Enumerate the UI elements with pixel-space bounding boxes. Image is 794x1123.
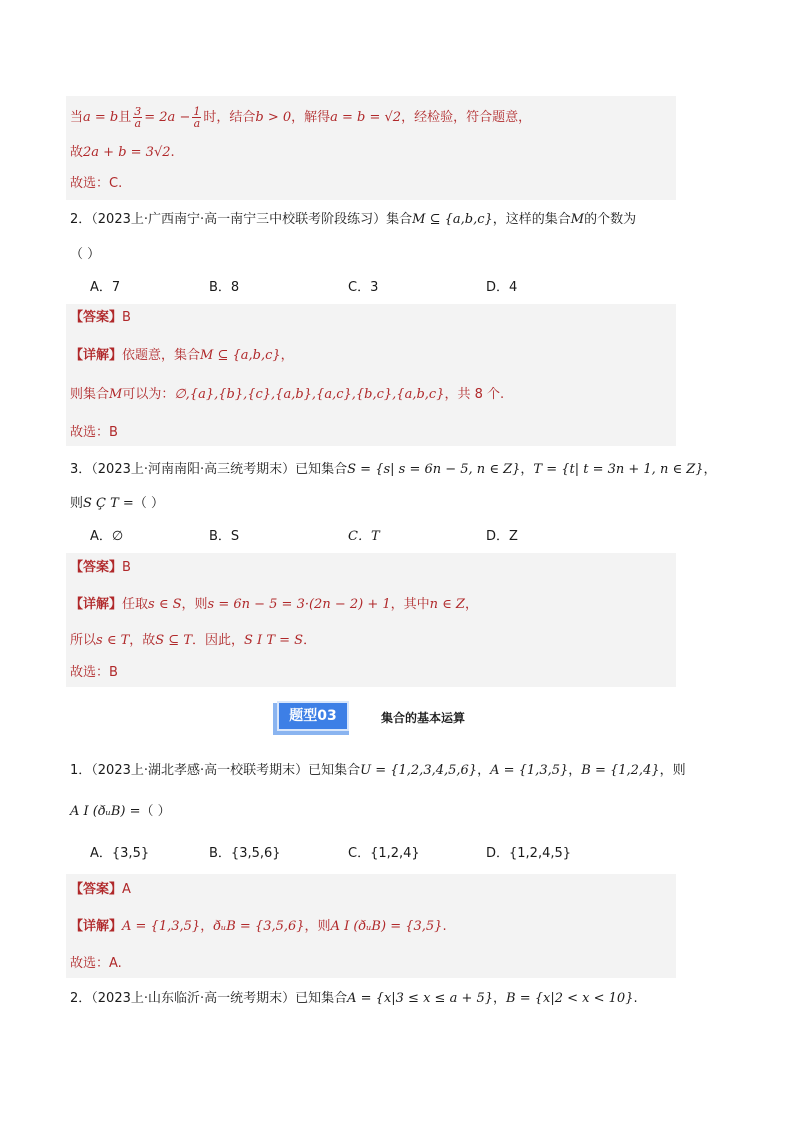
choice-line: 故选：B xyxy=(70,425,118,440)
question-stem: 2．（2023上·广西南宁·高一南宁三中校联考阶段练习）集合M ⊆ {a,b,c}，这样的集合M的个数为 xyxy=(70,212,637,227)
answer-line: 【答案】B xyxy=(70,560,131,575)
choice-line: 故选：C. xyxy=(70,176,123,191)
question-stem: 2．（2023上·山东临沂·高一统考期末）已知集合A = {x|3 ≤ x ≤ a + 5}，B = {x|2 < x < 10}. xyxy=(70,991,638,1006)
option-d: D．4 xyxy=(486,280,518,295)
fraction: $\frac{3}{a}$ xyxy=(134,105,142,130)
option-d: D．{1,2,4,5} xyxy=(486,846,572,861)
option-a: A．{3,5} xyxy=(90,846,150,861)
option-d: D．Z xyxy=(486,529,518,544)
answer-line: 【答案】B xyxy=(70,310,131,325)
question-line: 则S Ç T =（ ） xyxy=(70,496,164,511)
detail-line: 所以s ∈ T，故S ⊆ T．因此，S I T = S． xyxy=(70,633,317,648)
question-paren: （ ） xyxy=(70,247,101,262)
option-b: B．{3,5,6} xyxy=(209,846,281,861)
section-header xyxy=(273,701,483,735)
question-stem: 3．（2023上·河南南阳·高三统考期末）已知集合S = {s| s = 6n − 5, n ∈ Z}，T = {t| t = 3n + 1, n ∈ Z}， xyxy=(70,462,717,477)
choice-line: 故选：B xyxy=(70,665,118,680)
section-badge: 题型03 xyxy=(277,701,349,731)
fraction: $\frac{1}{a}$ xyxy=(193,105,201,130)
option-c: C．T xyxy=(348,529,380,544)
solution-line: 故2a + b = 3√2. xyxy=(70,145,175,160)
solution-line: 当a = b且 $\frac{3}{a}$ = 2a − $\frac{1}{a}$ 时，结合b > 0，解得a = b = √2，经检验，符合题意， xyxy=(70,105,532,130)
detail-line: 【详解】A = {1,3,5}，ðᵤB = {3,5,6}，则A I (ðᵤB) = {3,5}. xyxy=(70,919,447,934)
section-title: 集合的基本运算 xyxy=(381,711,466,725)
question-stem: 1．（2023上·湖北孝感·高一校联考期末）已知集合U = {1,2,3,4,5,6}，A = {1,3,5}，B = {1,2,4}，则 xyxy=(70,763,686,778)
option-a: A．7 xyxy=(90,280,121,295)
option-c: C．{1,2,4} xyxy=(348,846,420,861)
question-line: A I (ðᵤB) =（ ） xyxy=(70,804,171,819)
detail-line: 【详解】依题意，集合M ⊆ {a,b,c}， xyxy=(70,348,294,363)
choice-line: 故选：A. xyxy=(70,956,122,971)
option-c: C．3 xyxy=(348,280,379,295)
detail-line: 则集合M可以为：∅,{a},{b},{c},{a,b},{a,c},{b,c},{a,b,c}，共 8 个. xyxy=(70,387,505,402)
option-b: B．S xyxy=(209,529,240,544)
option-a: A．∅ xyxy=(90,529,124,544)
detail-line: 【详解】任取s ∈ S，则s = 6n − 5 = 3·(2n − 2) + 1，其中n ∈ Z， xyxy=(70,597,478,612)
option-b: B．8 xyxy=(209,280,240,295)
answer-line: 【答案】A xyxy=(70,882,131,897)
